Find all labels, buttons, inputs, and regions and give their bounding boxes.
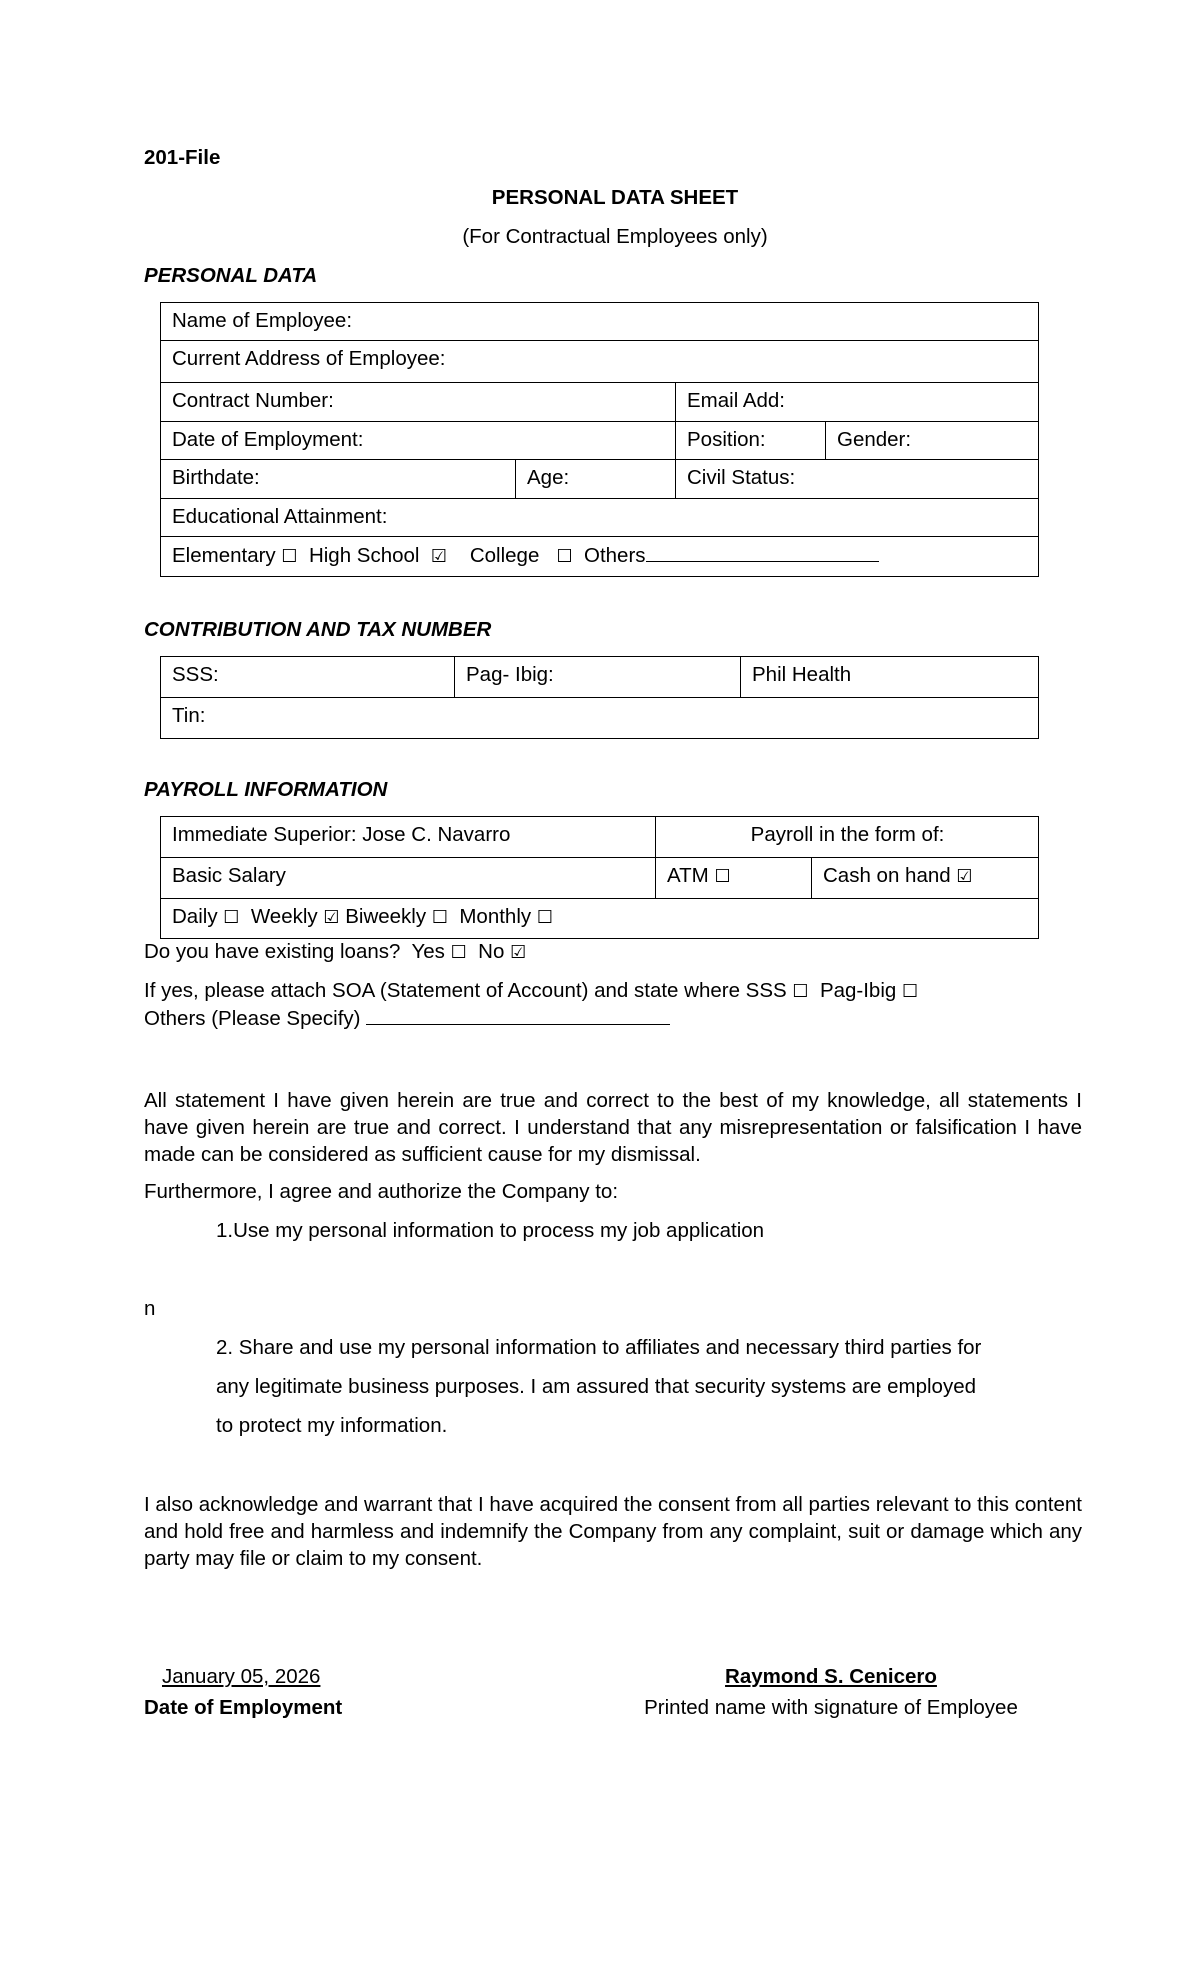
others-blank-line[interactable] [646,543,879,562]
authorization-item-2-line-1: 2. Share and use my personal information to affiliates and necessary third parties for [216,1336,982,1359]
contract-number-label: Contract Number: [172,389,334,412]
immediate-superior-text: Immediate Superior: Jose C. Navarro [172,823,511,846]
atm-label: ATM [667,864,709,887]
position-field[interactable] [676,422,826,460]
daily-label: Daily [172,905,218,928]
loans-question-row [144,940,526,964]
payroll-form-header [656,817,1039,858]
loans-pagibig-checkbox[interactable]: ☐ [902,981,919,1002]
acknowledgement-paragraph: I also acknowledge and warrant that I have acquired the consent from all parties relevant to this content and hold free and harmless and indemnify the Company from any complaint, suit or damage which any party may file or claim to my consent. [144,1493,1082,1570]
loans-no-checkbox[interactable]: ☑ [510,942,527,963]
philhealth-field[interactable] [741,657,1039,698]
birthdate-label: Birthdate: [172,466,260,489]
authorization-item-1: 1.Use my personal information to process my job application [216,1219,765,1242]
civil-status-label: Civil Status: [687,466,796,489]
philhealth-label: Phil Health [752,663,852,686]
employee-name-field[interactable] [161,303,1039,341]
loans-yes-label: Yes [411,940,445,963]
pagibig-label: Pag- Ibig: [466,663,554,686]
immediate-superior-field [161,817,656,858]
employment-date-label: Date of Employment [144,1696,343,1719]
monthly-label: Monthly [459,905,532,928]
loans-others-blank[interactable] [366,1006,670,1025]
loans-question: Do you have existing loans? [144,940,401,963]
date-of-employment-label: Date of Employment: [172,428,364,451]
educational-attainment-label: Educational Attainment: [172,505,388,528]
statement-paragraph: All statement I have given herein are true and correct to the best of my knowledge, all statements I have given herein are true and correct. I understand that any misrepresentation or falsification I have made can be considered as sufficient cause for my dismissal. [144,1089,1082,1166]
email-field[interactable] [676,383,1039,422]
stray-character: n [144,1297,156,1320]
date-of-employment-field[interactable] [161,422,676,460]
biweekly-checkbox[interactable]: ☐ [431,907,448,928]
cash-on-hand-checkbox[interactable]: ☑ [956,866,973,887]
daily-checkbox[interactable]: ☐ [223,907,240,928]
age-label: Age: [527,466,570,489]
atm-checkbox[interactable]: ☐ [714,866,731,887]
college-option-label: College [469,544,540,567]
address-label: Current Address of Employee: [172,347,446,370]
personal-data-table [160,302,1039,577]
loans-attach-row [144,979,918,1003]
basic-salary-field[interactable] [161,858,656,899]
address-field[interactable] [161,341,1039,383]
gender-label: Gender: [837,428,912,451]
high-school-checkbox[interactable]: ☑ [430,546,448,567]
contribution-heading: CONTRIBUTION AND TAX NUMBER [144,618,492,641]
pay-frequency-row [161,899,1039,939]
sss-field[interactable] [161,657,455,698]
loans-no-label: No [478,940,505,963]
payroll-form-label: Payroll in the form of: [750,823,945,846]
tin-field[interactable] [161,698,1039,739]
weekly-checkbox[interactable]: ☑ [323,907,340,928]
employment-date-value: January 05, 2026 [162,1665,321,1688]
others-option-label: Others [584,544,646,567]
document-title: PERSONAL DATA SHEET [491,186,739,209]
biweekly-label: Biweekly [345,905,427,928]
employee-signature-label: Printed name with signature of Employee [644,1696,1018,1719]
payroll-table [160,816,1039,939]
loans-attach-text: If yes, please attach SOA (Statement of Account) and state where SSS [144,979,787,1002]
document-subtitle: (For Contractual Employees only) [462,225,768,248]
college-checkbox[interactable]: ☐ [556,546,573,567]
employee-printed-name: Raymond S. Cenicero [725,1665,937,1688]
high-school-option-label: High School [308,544,420,567]
file-label: 201-File [144,146,221,169]
pagibig-field[interactable] [455,657,741,698]
monthly-checkbox[interactable]: ☐ [536,907,553,928]
tin-label: Tin: [172,704,206,727]
birthdate-field[interactable] [161,460,516,499]
elementary-checkbox[interactable]: ☐ [281,546,298,567]
furthermore-text: Furthermore, I agree and authorize the Company to: [144,1180,619,1203]
personal-data-heading: PERSONAL DATA [144,264,318,287]
authorization-item-2-line-2: any legitimate business purposes. I am assured that security systems are employed [216,1375,976,1398]
cash-option [812,858,1039,899]
atm-option [656,858,812,899]
loans-others-text: Others (Please Specify) [144,1007,361,1030]
authorization-item-2-line-3: to protect my information. [216,1414,448,1437]
age-field[interactable] [516,460,676,499]
position-label: Position: [687,428,766,451]
gender-field[interactable] [826,422,1039,460]
payroll-heading: PAYROLL INFORMATION [144,778,388,801]
employee-name-label: Name of Employee: [172,309,353,332]
civil-status-field[interactable] [676,460,1039,499]
sss-label: SSS: [172,663,219,686]
elementary-option-label: Elementary [172,544,276,567]
loans-yes-checkbox[interactable]: ☐ [450,942,467,963]
weekly-label: Weekly [250,905,318,928]
loans-pagibig-label: Pag-Ibig [819,979,897,1002]
email-label: Email Add: [687,389,785,412]
education-options-row [161,537,1039,577]
loans-others-row [144,1006,670,1031]
basic-salary-label: Basic Salary [172,864,286,887]
cash-on-hand-label: Cash on hand [823,864,951,887]
contract-number-field[interactable] [161,383,676,422]
contribution-table [160,656,1039,739]
loans-sss-checkbox[interactable]: ☐ [792,981,809,1002]
educational-attainment-field [161,499,1039,537]
